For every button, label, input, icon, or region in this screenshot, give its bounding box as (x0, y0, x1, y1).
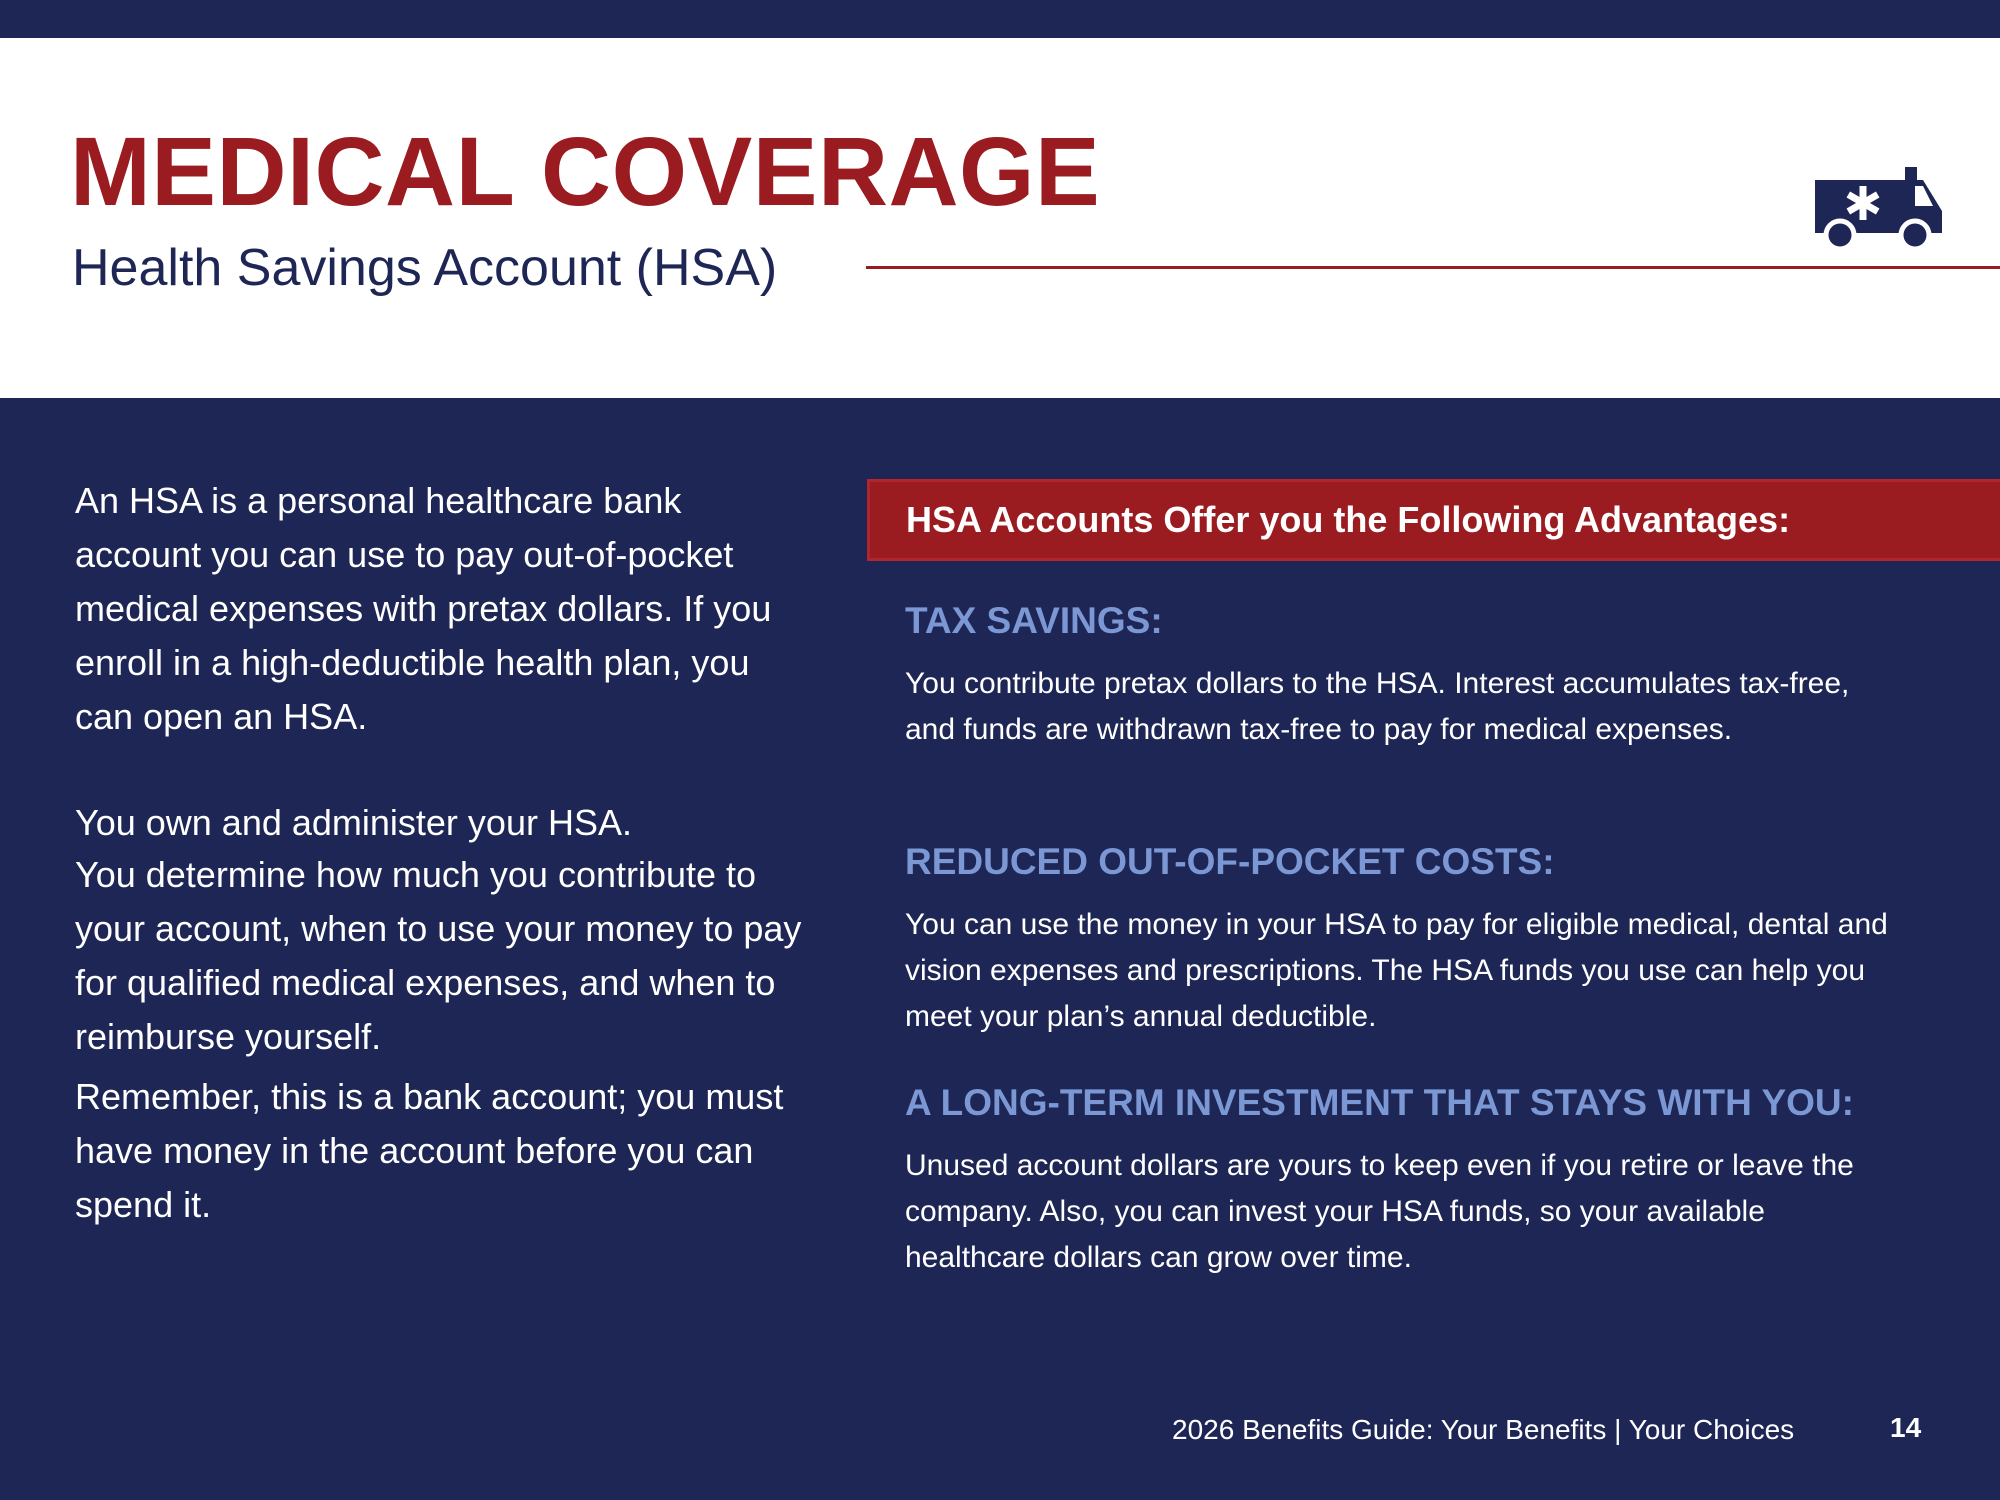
page-number: 14 (1890, 1412, 1922, 1443)
intro-ownership-line: You own and administer your HSA. (75, 802, 632, 843)
advantage-title: TAX SAVINGS: (905, 600, 1163, 641)
advantage-tax-savings (905, 595, 1975, 753)
footer-guide-label: 2026 Benefits Guide: Your Benefits | Your Choices (1172, 1414, 1795, 1445)
intro-reminder: Remember, this is a bank account; you must have money in the account before you can spend it. (75, 1076, 784, 1225)
page-title: MEDICAL COVERAGE (70, 117, 1101, 226)
advantage-title: REDUCED OUT-OF-POCKET COSTS: (905, 841, 1555, 882)
page-subtitle: Health Savings Account (HSA) (72, 239, 778, 297)
advantage-reduced-costs (905, 836, 1975, 1040)
header-divider (866, 266, 2000, 269)
advantage-body: Unused account dollars are yours to keep even if you retire or leave the company. Also, you can invest your HSA funds, so your available healthcare dollars can grow over time. (905, 1149, 1854, 1274)
advantage-title: A LONG-TERM INVESTMENT THAT STAYS WITH YOU: (905, 1082, 1854, 1123)
advantage-body: You contribute pretax dollars to the HSA. Interest accumulates tax-free, and funds are withdrawn tax-free to pay for medical expenses. (905, 667, 1850, 746)
page-header (0, 38, 2000, 398)
advantage-long-term-investment (905, 1077, 1975, 1281)
intro-paragraph: An HSA is a personal healthcare bank account you can use to pay out-of-pocket medical expenses with pretax dollars. If you enroll in a high-deductible health plan, you can open an HSA. (75, 480, 772, 737)
hsa-intro (75, 474, 815, 1232)
intro-ownership-detail: You determine how much you contribute to your account, when to use your money to pay for qualified medical expenses, and when to reimburse yourself. (75, 854, 802, 1057)
advantages-banner (867, 479, 2000, 561)
advantage-body: You can use the money in your HSA to pay for eligible medical, dental and vision expenses and prescriptions. The HSA funds you use can help you meet your plan’s annual deductible. (905, 908, 1888, 1033)
advantages-heading: HSA Accounts Offer you the Following Advantages: (906, 499, 1791, 540)
top-bar (0, 0, 2000, 38)
ambulance-icon (1805, 163, 1945, 253)
